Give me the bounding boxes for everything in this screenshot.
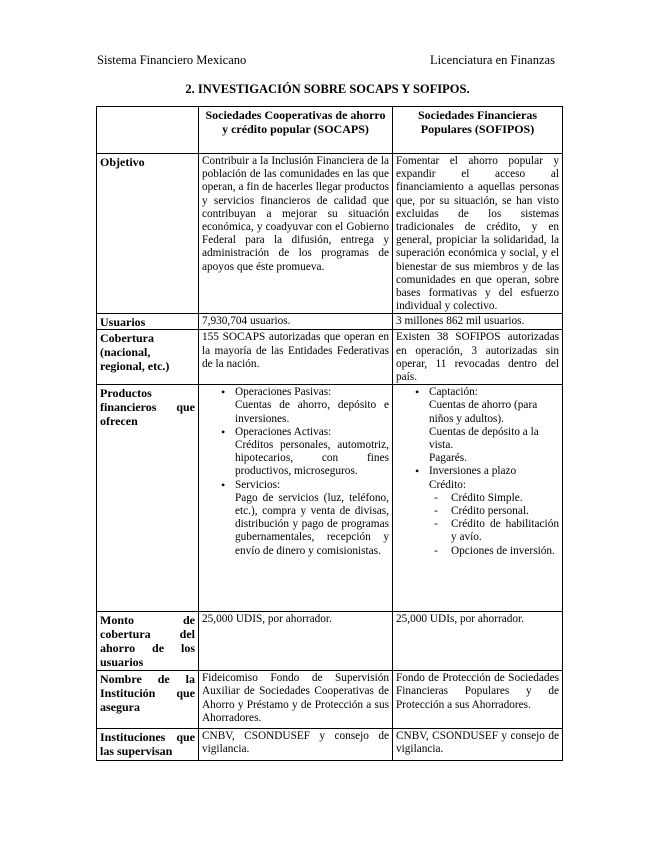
cobertura-socaps: 155 SOCAPS autorizadas que operan en la mayoría de las Entidades Federativas de la nación. (199, 330, 393, 385)
dash-item: - Crédito Simple. (396, 492, 559, 505)
list-item (396, 465, 559, 478)
header-socaps: Sociedades Cooperativas de ahorro y crédito popular (SOCAPS) (199, 107, 393, 154)
dash-item: - Crédito de habilitación y avío. (396, 518, 559, 544)
usuarios-sofipos: 3 millones 862 mil usuarios. (393, 314, 563, 330)
bullet-detail: Cuentas de ahorro, depósito e inversiones. (235, 399, 389, 425)
list-item (202, 426, 389, 479)
table-row (97, 330, 563, 385)
row-label-productos: Productos financieros que ofrecen (97, 385, 199, 612)
page-header-right: Licenciatura en Finanzas (430, 53, 555, 67)
monto-sofipos: 25,000 UDIs, por ahorrador. (393, 612, 563, 671)
dash-item: - Opciones de inversión. (396, 545, 559, 558)
credito-subtitle: Crédito: (429, 478, 467, 491)
table-row (97, 385, 563, 612)
bullet-title: • Operaciones Activas: (235, 425, 332, 438)
table-header-row (97, 107, 563, 154)
list-item (202, 479, 389, 558)
bullet-detail: Créditos personales, automotriz, hipotecarios, con fines productivos, microseguros. (235, 439, 389, 478)
table-row (97, 612, 563, 671)
productos-socaps (199, 385, 393, 612)
page-header-left: Sistema Financiero Mexicano (97, 53, 247, 67)
bullet-detail: Pago de servicios (luz, teléfono, etc.), compra y venta de divisas, distribución y pago de programas gubernamentales, recepción y envío de dinero y comisionistas. (235, 491, 389, 557)
supervisan-sofipos: CNBV, CSONDUSEF y consejo de vigilancia. (393, 729, 563, 761)
monto-socaps: 25,000 UDIS, por ahorrador. (199, 612, 393, 671)
row-label-cobertura: Cobertura (nacional, regional, etc.) (97, 330, 199, 385)
table-row (97, 154, 563, 314)
comparison-table (96, 106, 563, 761)
bullet-title: • Inversiones a plazo (429, 465, 517, 478)
table-row (97, 671, 563, 729)
header-sofipos: Sociedades Financieras Populares (SOFIPOS) (393, 107, 563, 154)
list-item (202, 386, 389, 426)
row-label-supervisan: Instituciones que las supervisan (97, 729, 199, 761)
objetivo-sofipos: Fomentar el ahorro popular y expandir el acceso al financiamiento a aquellas personas que, por su situación, se han visto excluidas de los sistemas tradicionales de crédito, y en general, propiciar la solidaridad, la superación económica y social, y el bienestar de sus miembros y de las comunidades en que operan, sobre bases formativas y del esfuerzo individual y colectivo. (393, 154, 563, 314)
institucion-socaps: Fideicomiso Fondo de Supervisión Auxiliar de Sociedades Cooperativas de Ahorro y Préstamo y de Protección a sus Ahorradores. (199, 671, 393, 729)
dash-item: - Crédito personal. (396, 505, 559, 518)
objetivo-socaps: Contribuir a la Inclusión Financiera de la población de las comunidades en las que operan, a fin de hacerles llegar productos y servicios financieros de calidad que contribuyan a mejorar su situación económica, y coadyuvar con el Gobierno Federal para la difusión, entrega y administración de los programas de apoyos que éste promueva. (199, 154, 393, 314)
row-label-monto: Monto de cobertura del ahorro de los usuarios (97, 612, 199, 671)
cobertura-sofipos: Existen 38 SOFIPOS autorizadas en operación, 3 autorizadas sin operar, 11 revocadas dentro del país. (393, 330, 563, 385)
detail-line: Pagarés. (429, 452, 467, 465)
row-label-institucion: Nombre de la Institución que asegura (97, 671, 199, 729)
institucion-sofipos: Fondo de Protección de Sociedades Financieras Populares y de Protección a sus Ahorradores. (393, 671, 563, 729)
detail-line: Cuentas de depósito a la vista. (429, 425, 539, 452)
header-empty-cell (97, 107, 199, 154)
row-label-objetivo: Objetivo (97, 154, 199, 314)
supervisan-socaps: CNBV, CSONDUSEF y consejo de vigilancia. (199, 729, 393, 761)
list-item (396, 386, 559, 399)
captacion-detail (396, 399, 559, 465)
page-title: 2. INVESTIGACIÓN SOBRE SOCAPS Y SOFIPOS. (185, 82, 470, 96)
row-label-usuarios: Usuarios (97, 314, 199, 330)
table-row (97, 729, 563, 761)
productos-sofipos (393, 385, 563, 612)
table-row (97, 314, 563, 330)
bullet-title: • Servicios: (235, 478, 281, 491)
detail-line: Cuentas de ahorro (para niños y adultos). (429, 399, 538, 425)
bullet-title: • Operaciones Pasivas: (235, 386, 332, 399)
usuarios-socaps: 7,930,704 usuarios. (199, 314, 393, 330)
bullet-title: • Captación: (429, 386, 478, 399)
